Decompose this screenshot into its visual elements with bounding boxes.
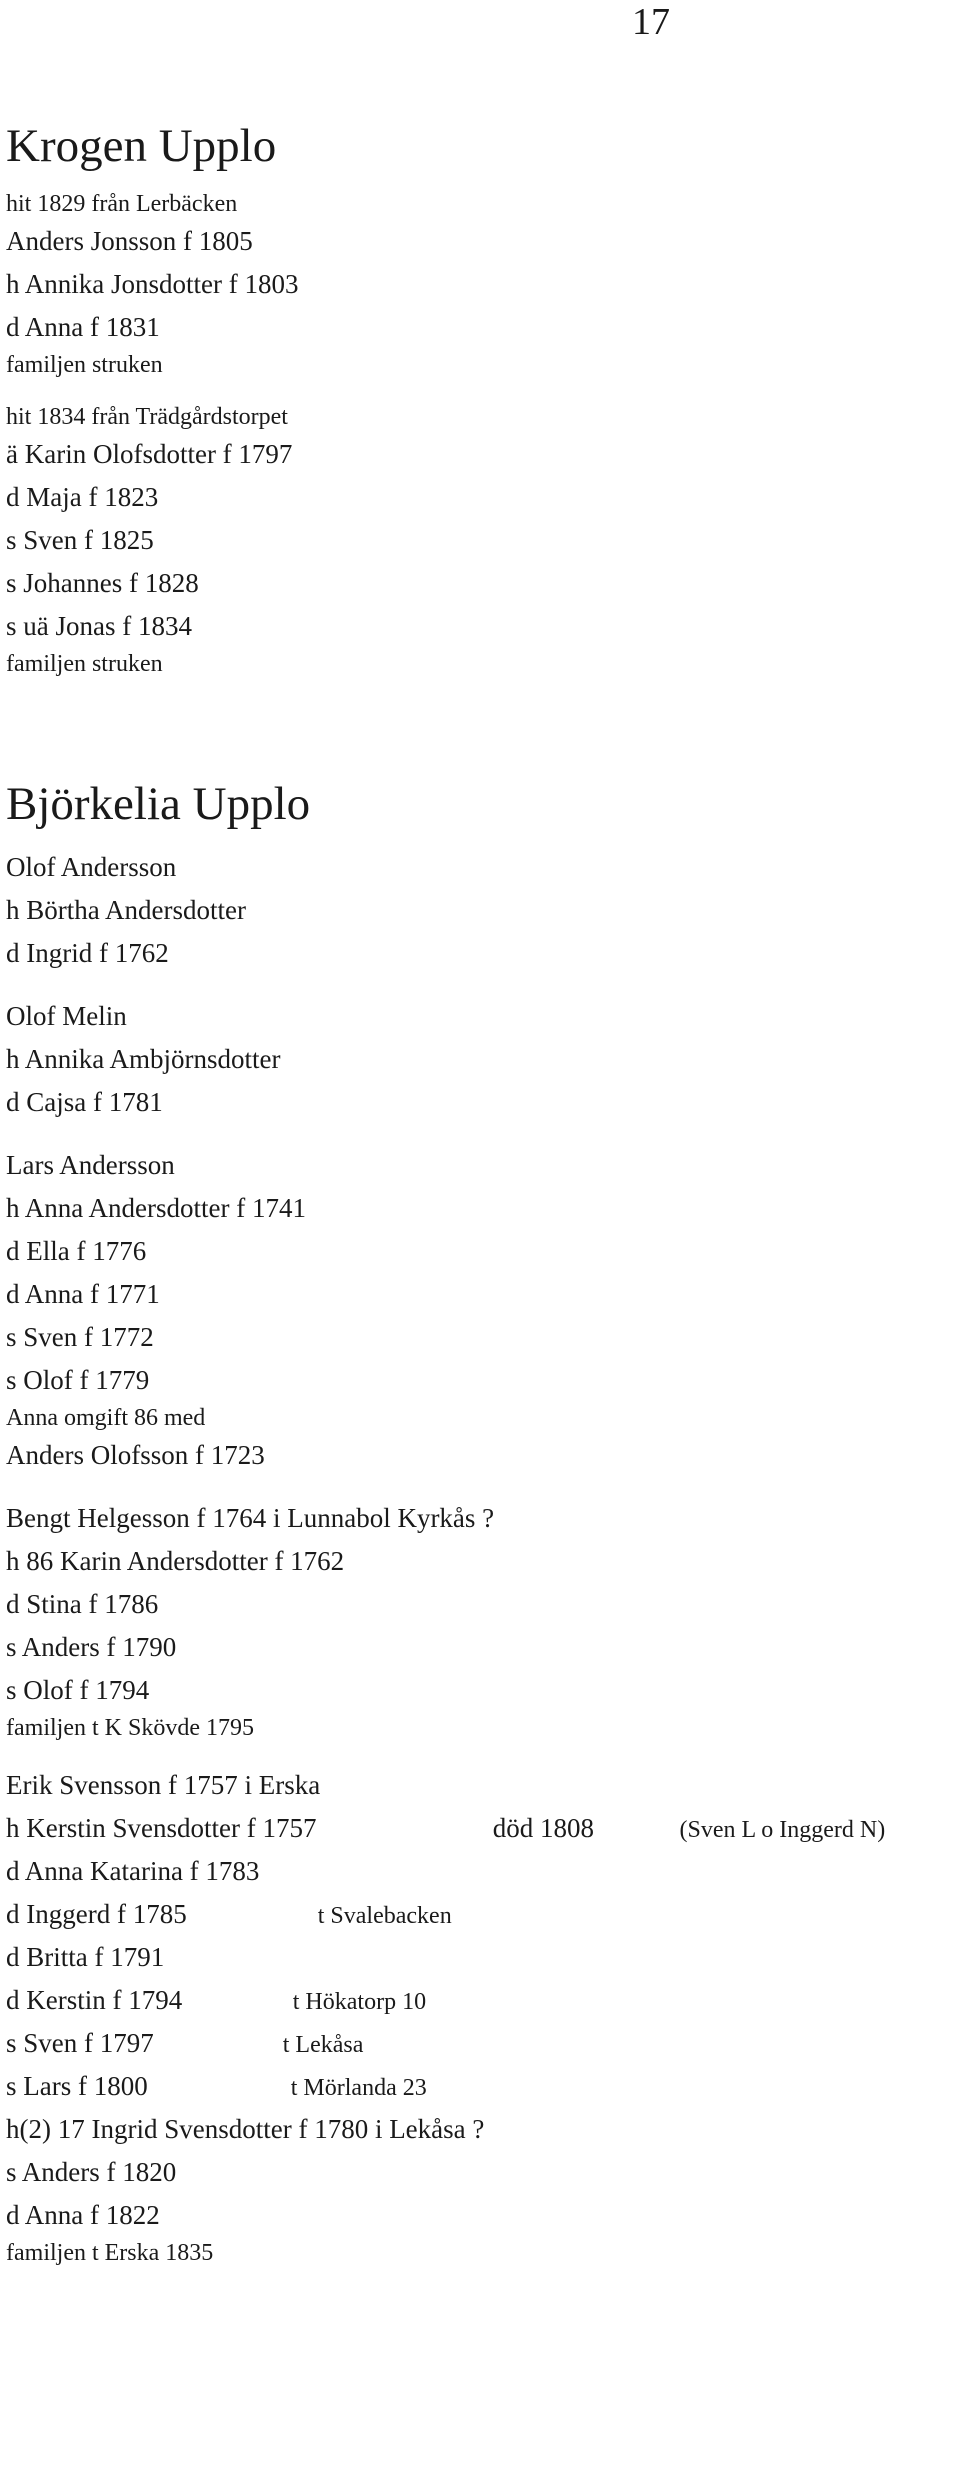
person-line: Erik Svensson f 1757 i Erska — [6, 1770, 321, 1800]
person-line: h Anna Andersdotter f 1741 — [6, 1193, 306, 1223]
person-line: h Annika Ambjörnsdotter — [6, 1044, 281, 1074]
person-line-with-tag — [6, 1893, 954, 1936]
person-line: Anders Olofsson f 1723 — [6, 1440, 265, 1470]
person-line: h Annika Jonsdotter f 1803 — [6, 269, 299, 299]
person-line: d Britta f 1791 — [6, 1942, 165, 1972]
person-line: s Johannes f 1828 — [6, 568, 199, 598]
person-line: s Olof f 1779 — [6, 1365, 150, 1395]
person-line-with-tag — [6, 1979, 954, 2022]
person-line-with-notes — [6, 1807, 954, 1850]
document-body — [6, 118, 954, 2269]
household-block — [6, 1497, 954, 1744]
note-line: hit 1834 från Trädgårdstorpet — [6, 404, 288, 430]
household-block — [6, 1764, 954, 2269]
person-line: d Maja f 1823 — [6, 482, 159, 512]
person-line: d Ingrid f 1762 — [6, 938, 169, 968]
person-line: d Anna Katarina f 1783 — [6, 1856, 260, 1886]
moved-to-note: t Lekåsa — [282, 2032, 364, 2058]
moved-to-note: t Mörlanda 23 — [290, 2075, 427, 2101]
person-line: d Anna f 1771 — [6, 1279, 160, 1309]
moved-to-note: t Hökatorp 10 — [292, 1989, 427, 2015]
person-line: s Sven f 1772 — [6, 1322, 154, 1352]
household-block — [6, 401, 954, 680]
person-line: h 86 Karin Andersdotter f 1762 — [6, 1546, 345, 1576]
person-line-with-tag — [6, 2065, 954, 2108]
note-line: familjen t Erska 1835 — [6, 2240, 214, 2266]
person-line: s Anders f 1790 — [6, 1632, 177, 1662]
section-heading: Björkelia Upplo — [6, 778, 311, 830]
person-line: Lars Andersson — [6, 1150, 175, 1180]
person-line: Olof Melin — [6, 1001, 127, 1031]
person-name: h Kerstin Svensdotter f 1757 — [6, 1813, 317, 1843]
household-block — [6, 995, 954, 1124]
person-name: d Inggerd f 1785 — [6, 1899, 187, 1929]
section-heading: Krogen Upplo — [6, 120, 277, 172]
household-block — [6, 188, 954, 381]
person-name: s Sven f 1797 — [6, 2028, 154, 2058]
note-line: hit 1829 från Lerbäcken — [6, 191, 238, 217]
section-krogen — [6, 118, 954, 680]
person-line: h Börtha Andersdotter — [6, 895, 246, 925]
note-line: familjen struken — [6, 651, 163, 677]
person-line: Anders Jonsson f 1805 — [6, 226, 253, 256]
death-note: död 1808 — [492, 1813, 594, 1843]
household-block — [6, 1144, 954, 1477]
person-line: s Sven f 1825 — [6, 525, 154, 555]
person-line: s Anders f 1820 — [6, 2157, 177, 2187]
person-line: d Ella f 1776 — [6, 1236, 147, 1266]
person-line: s uä Jonas f 1834 — [6, 611, 192, 641]
person-line: s Olof f 1794 — [6, 1675, 150, 1705]
section-bjorkelia — [6, 776, 954, 2269]
person-line: d Stina f 1786 — [6, 1589, 159, 1619]
moved-to-note: t Svalebacken — [317, 1903, 452, 1929]
note-line: familjen t K Skövde 1795 — [6, 1715, 254, 1741]
person-name: d Kerstin f 1794 — [6, 1985, 183, 2015]
person-line: d Cajsa f 1781 — [6, 1087, 163, 1117]
note-line: familjen struken — [6, 352, 163, 378]
person-line-with-tag — [6, 2022, 954, 2065]
person-line: h(2) 17 Ingrid Svensdotter f 1780 i Lekåsa ? — [6, 2114, 485, 2144]
person-line: ä Karin Olofsdotter f 1797 — [6, 439, 293, 469]
person-line: Bengt Helgesson f 1764 i Lunnabol Kyrkås ? — [6, 1503, 495, 1533]
page-number: 17 — [632, 1, 670, 43]
note-line: Anna omgift 86 med — [6, 1405, 206, 1431]
person-line: Olof Andersson — [6, 852, 177, 882]
parents-note: (Sven L o Inggerd N) — [679, 1817, 886, 1843]
person-line: d Anna f 1831 — [6, 312, 160, 342]
person-name: s Lars f 1800 — [6, 2071, 148, 2101]
person-line: d Anna f 1822 — [6, 2200, 160, 2230]
household-block — [6, 846, 954, 975]
